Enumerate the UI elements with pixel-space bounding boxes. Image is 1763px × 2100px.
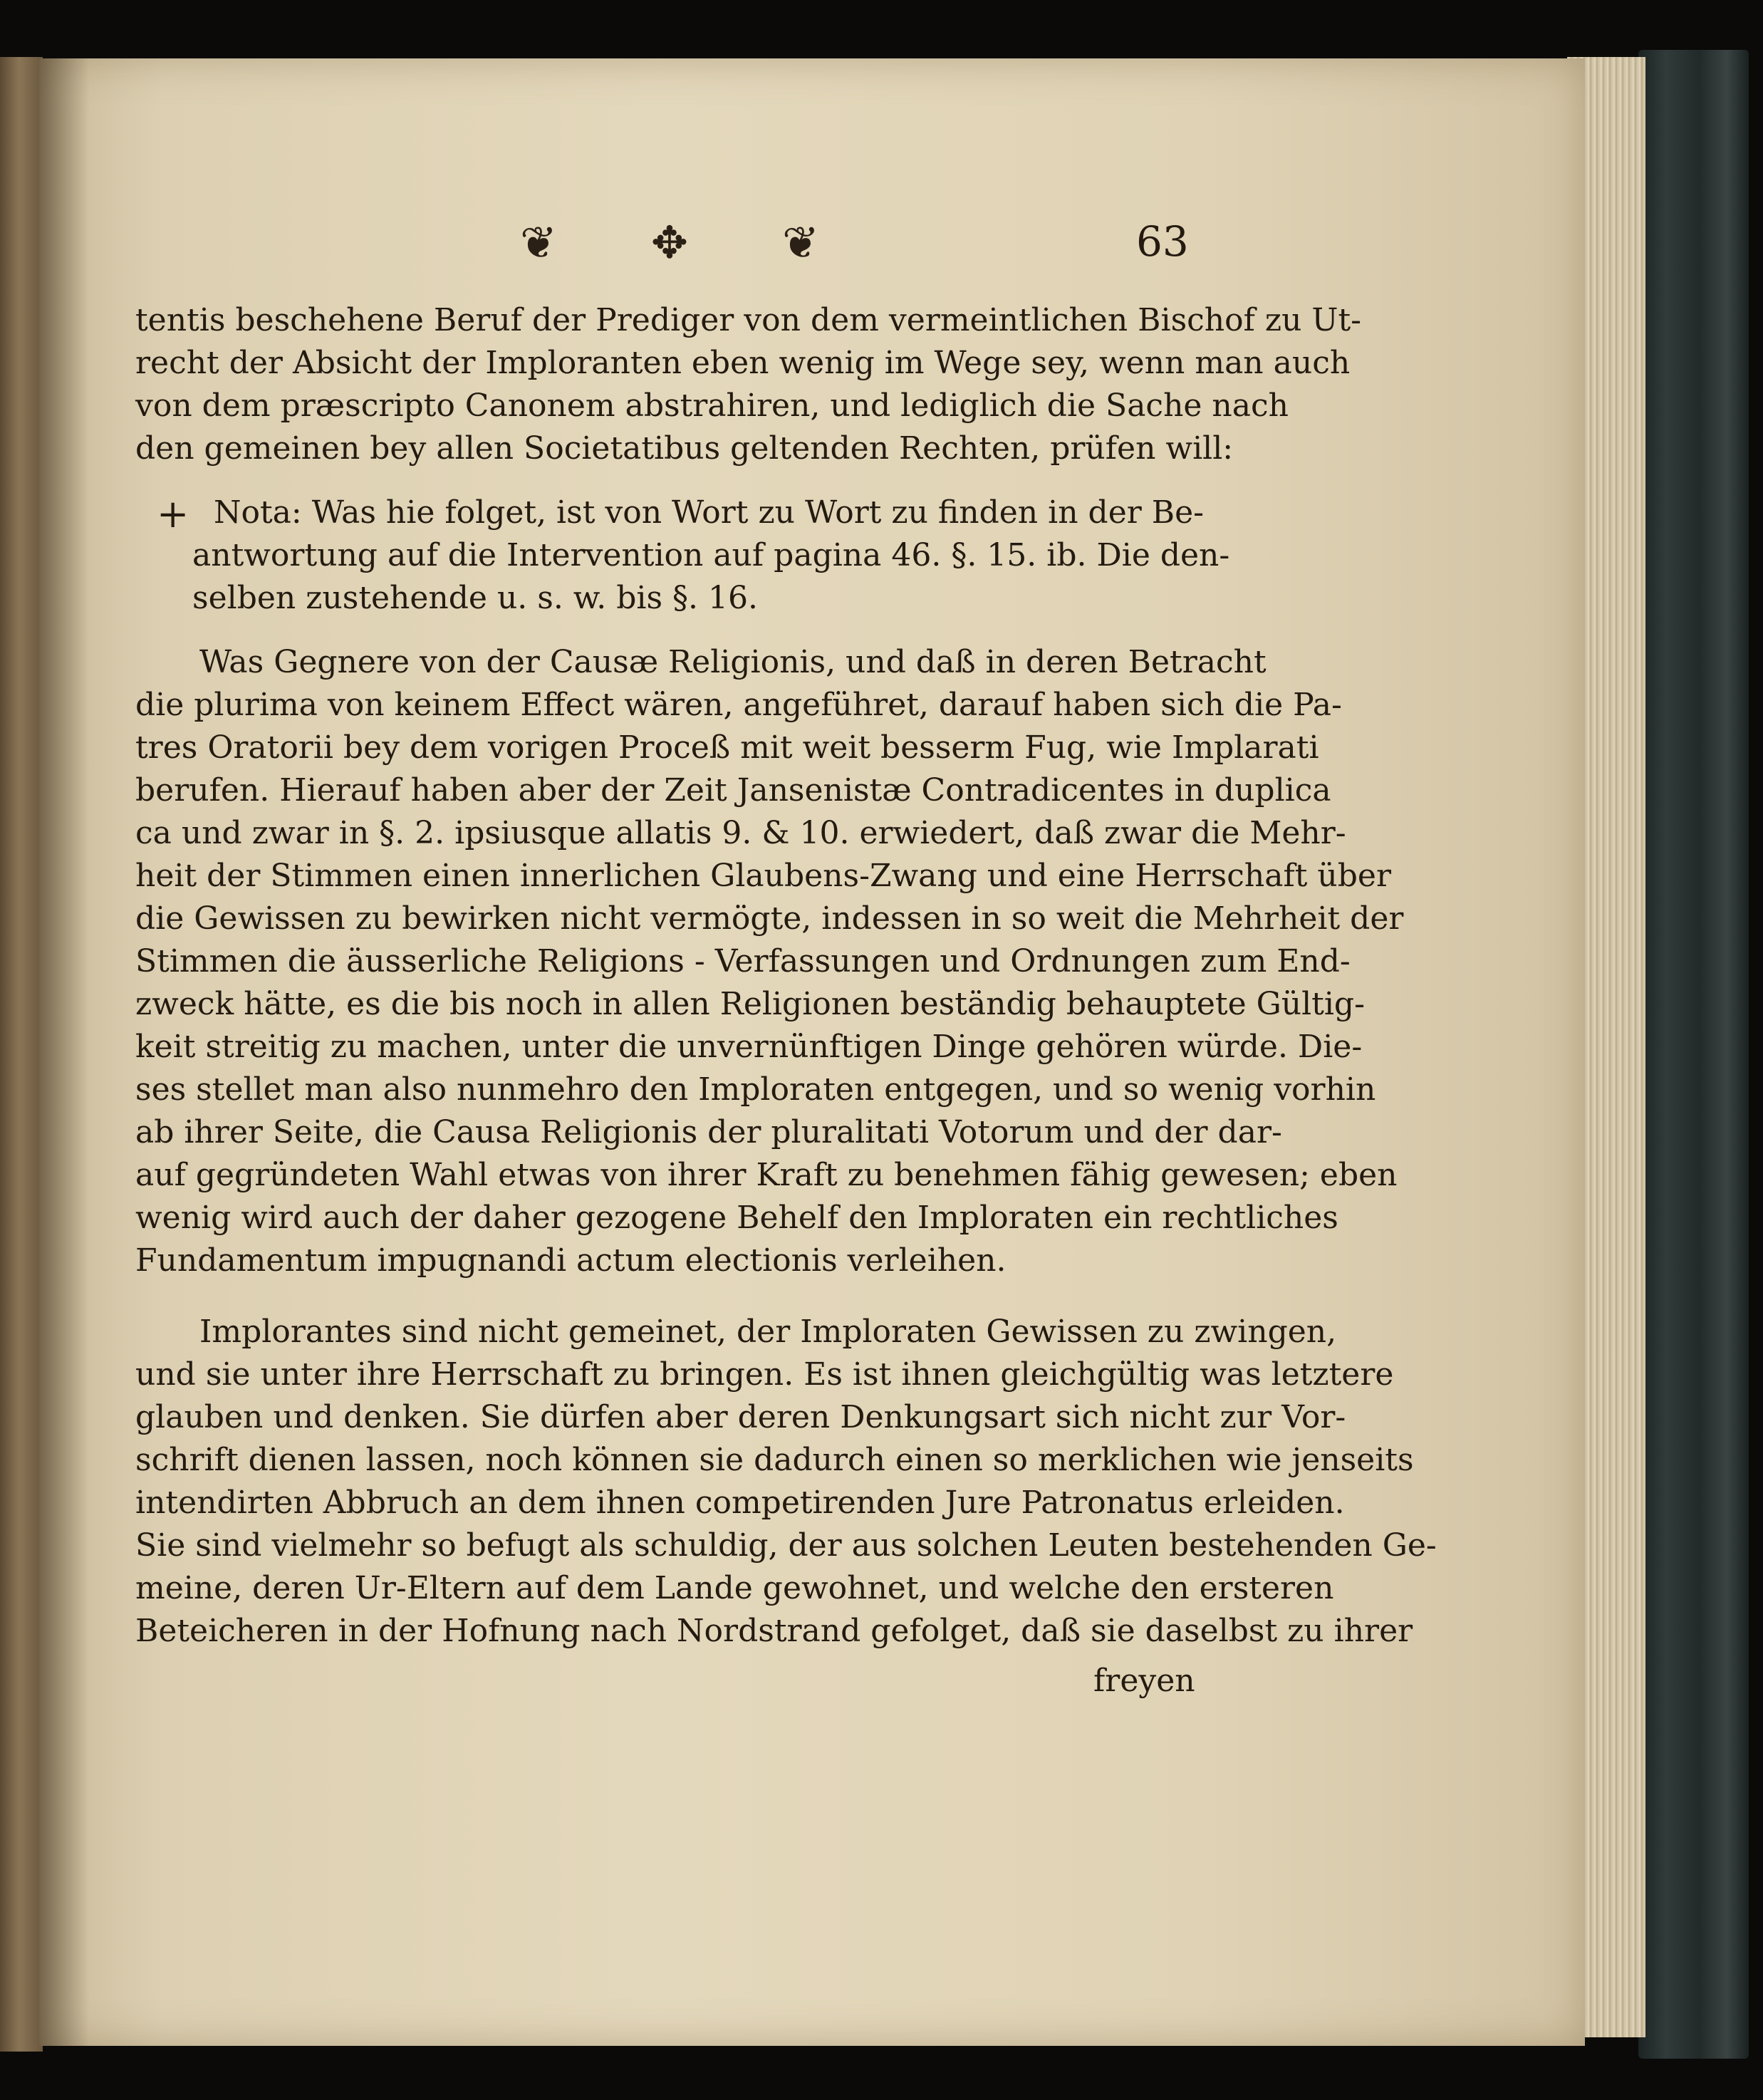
text-line: selben zustehende u. s. w. bis §. 16.: [192, 580, 758, 616]
page-number: 63: [1136, 217, 1189, 266]
text-line: die plurima von keinem Effect wären, angeführet, darauf haben sich die Pa-: [135, 687, 1342, 723]
text-line: Implorantes sind nicht gemeinet, der Imploraten Gewissen zu zwingen,: [199, 1314, 1337, 1350]
text-line: tentis beschehene Beruf der Prediger von dem vermeintlichen Bischof zu Ut-: [135, 302, 1362, 338]
text-line: und sie unter ihre Herrschaft zu bringen. Es ist ihnen gleichgültig was letztere: [135, 1356, 1394, 1393]
text-line: wenig wird auch der daher gezogene Behelf den Imploraten ein rechtliches: [135, 1200, 1338, 1236]
nota-mark: +: [157, 492, 189, 536]
text-line: keit streitig zu machen, unter die unvernünftigen Dinge gehören würde. Die-: [135, 1029, 1363, 1065]
text-line: ses stellet man also nunmehro den Imploraten entgegen, und so wenig vorhin: [135, 1071, 1376, 1108]
book-cover-edge: [1638, 50, 1749, 2059]
text-line: zweck hätte, es die bis noch in allen Religionen beständig behauptete Gültig-: [135, 986, 1365, 1022]
text-line: den gemeinen bey allen Societatibus geltenden Rechten, prüfen will:: [135, 430, 1234, 467]
gutter-shadow: [39, 58, 89, 2046]
text-line: ab ihrer Seite, die Causa Religionis der pluralitati Votorum und der dar-: [135, 1114, 1282, 1150]
text-line: Stimmen die äusserliche Religions - Verfassungen und Ordnungen zum End-: [135, 943, 1351, 979]
text-line: intendirten Abbruch an dem ihnen competirenden Jure Patronatus erleiden.: [135, 1485, 1345, 1521]
text-line: tres Oratorii bey dem vorigen Proceß mit weit besserm Fug, wie Implarati: [135, 729, 1319, 766]
text-line: meine, deren Ur-Eltern auf dem Lande gewohnet, und welche den ersteren: [135, 1570, 1334, 1606]
text-line: von dem præscripto Canonem abstrahiren, und lediglich die Sache nach: [135, 388, 1289, 424]
text-line: die Gewissen zu bewirken nicht vermögte, indessen in so weit die Mehrheit der: [135, 900, 1404, 937]
text-line: heit der Stimmen einen innerlichen Glaubens-Zwang und eine Herrschaft über: [135, 858, 1392, 894]
catchword: freyen: [1093, 1663, 1195, 1699]
text-line: recht der Absicht der Imploranten eben wenig im Wege sey, wenn man auch: [135, 345, 1351, 381]
ornament-right-icon: ❦: [782, 216, 819, 269]
header-ornament: [520, 214, 819, 271]
text-line: Sie sind vielmehr so befugt als schuldig, der aus solchen Leuten bestehenden Ge-: [135, 1527, 1437, 1564]
ornament-center-icon: ✥: [651, 216, 688, 269]
text-line: Nota: Was hie folget, ist von Wort zu Wort zu finden in der Be-: [214, 494, 1204, 531]
text-line: Beteicheren in der Hofnung nach Nordstrand gefolget, daß sie daselbst zu ihrer: [135, 1613, 1413, 1649]
facing-page-edge: [0, 57, 43, 2052]
text-line: auf gegründeten Wahl etwas von ihrer Kraft zu benehmen fähig gewesen; eben: [135, 1157, 1398, 1193]
text-line: ca und zwar in §. 2. ipsiusque allatis 9. & 10. erwiedert, daß zwar die Mehr-: [135, 815, 1346, 851]
text-line: Fundamentum impugnandi actum electionis verleihen.: [135, 1242, 1007, 1279]
ornament-left-icon: ❦: [520, 216, 557, 269]
text-line: antwortung auf die Intervention auf pagina 46. §. 15. ib. Die den-: [192, 537, 1230, 573]
text-line: Was Gegnere von der Causæ Religionis, und daß in deren Betracht: [199, 644, 1267, 680]
text-line: glauben und denken. Sie dürfen aber deren Denkungsart sich nicht zur Vor-: [135, 1399, 1346, 1435]
text-line: berufen. Hierauf haben aber der Zeit Jansenistæ Contradicentes in duplica: [135, 772, 1331, 809]
text-line: schrift dienen lassen, noch können sie dadurch einen so merklichen wie jenseits: [135, 1442, 1414, 1478]
